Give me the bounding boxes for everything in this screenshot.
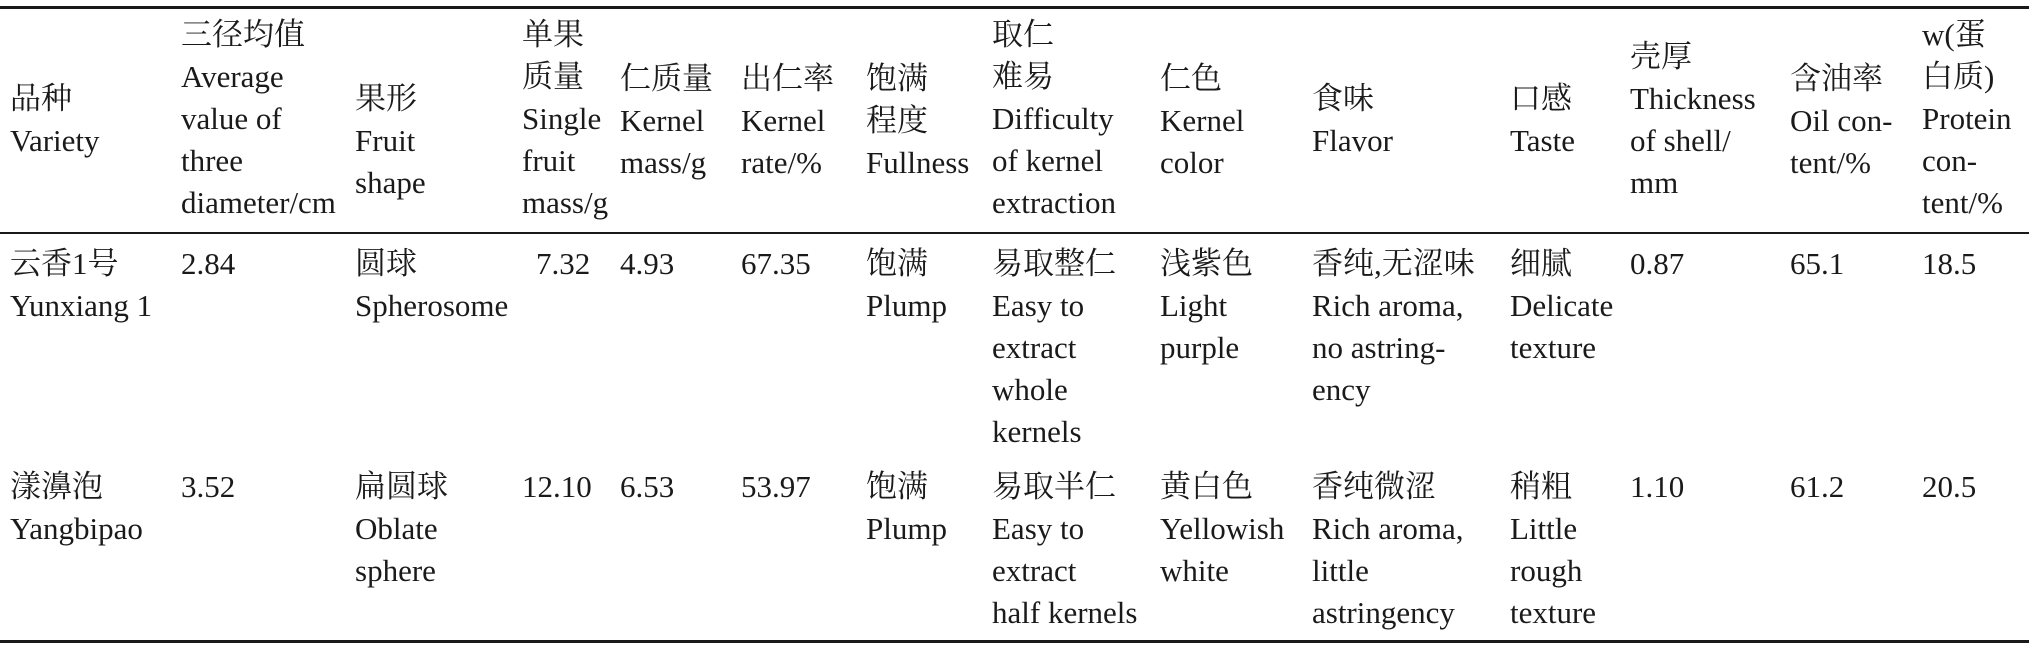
cell-kernel-mass: 6.53: [620, 469, 675, 504]
cell-variety: 漾濞泡 Yangbipao: [10, 469, 143, 546]
header-oil-content: 含油率 Oil con- tent/%: [1790, 61, 1893, 180]
cell-taste: 细腻 Delicate texture: [1510, 246, 1614, 365]
header-fullness: 饱满 程度 Fullness: [866, 61, 970, 180]
cell-oil-content: 65.1: [1790, 246, 1845, 281]
header-kernel-color: 仁色 Kernel color: [1160, 61, 1245, 180]
cell-extraction: 易取半仁 Easy to extract half kernels: [992, 469, 1138, 630]
cell-shell-thickness: 1.10: [1630, 469, 1685, 504]
header-variety: 品种 Variety: [10, 81, 100, 158]
cell-single-fruit-mass: 12.10: [522, 469, 592, 504]
table-top-rule: [0, 6, 2029, 9]
cell-protein-content: 20.5: [1922, 469, 1977, 504]
cell-single-fruit-mass: 7.32: [536, 246, 591, 281]
header-fruit-shape: 果形 Fruit shape: [355, 81, 426, 200]
cell-flavor: 香纯微涩 Rich aroma, little astringency: [1312, 469, 1464, 630]
cell-taste: 稍粗 Little rough texture: [1510, 469, 1597, 630]
header-single-fruit-mass: 单果 质量 Single fruit mass/g: [522, 17, 609, 220]
cell-fruit-shape: 圆球 Spherosome: [355, 246, 509, 323]
header-taste: 口感 Taste: [1510, 81, 1575, 158]
cell-fullness: 饱满 Plump: [866, 469, 947, 546]
header-shell-thickness: 壳厚 Thickness of shell/ mm: [1630, 39, 1756, 200]
cell-kernel-color: 浅紫色 Light purple: [1160, 246, 1253, 365]
cell-variety: 云香1号 Yunxiang 1: [10, 246, 153, 323]
table-bottom-rule: [0, 640, 2029, 643]
header-extraction: 取仁 难易 Difficulty of kernel extraction: [992, 17, 1116, 220]
header-kernel-mass: 仁质量 Kernel mass/g: [620, 61, 713, 180]
cell-oil-content: 61.2: [1790, 469, 1845, 504]
cell-kernel-rate: 53.97: [741, 469, 811, 504]
header-flavor: 食味 Flavor: [1312, 81, 1393, 158]
header-protein-content: w(蛋 白质) Protein con- tent/%: [1922, 17, 2012, 220]
cell-kernel-rate: 67.35: [741, 246, 811, 281]
cell-protein-content: 18.5: [1922, 246, 1977, 281]
header-kernel-rate: 出仁率 Kernel rate/%: [741, 61, 834, 180]
cell-fruit-shape: 扁圆球 Oblate sphere: [355, 469, 448, 588]
cell-diameter: 2.84: [181, 246, 236, 281]
cell-extraction: 易取整仁 Easy to extract whole kernels: [992, 246, 1116, 449]
header-diameter: 三径均值 Average value of three diameter/cm: [181, 17, 336, 220]
cell-kernel-mass: 4.93: [620, 246, 675, 281]
cell-fullness: 饱满 Plump: [866, 246, 947, 323]
cell-diameter: 3.52: [181, 469, 236, 504]
table-header-rule: [0, 232, 2029, 234]
cell-kernel-color: 黄白色 Yellowish white: [1160, 469, 1285, 588]
cell-shell-thickness: 0.87: [1630, 246, 1685, 281]
cell-flavor: 香纯,无涩味 Rich aroma, no astring- ency: [1312, 246, 1475, 407]
